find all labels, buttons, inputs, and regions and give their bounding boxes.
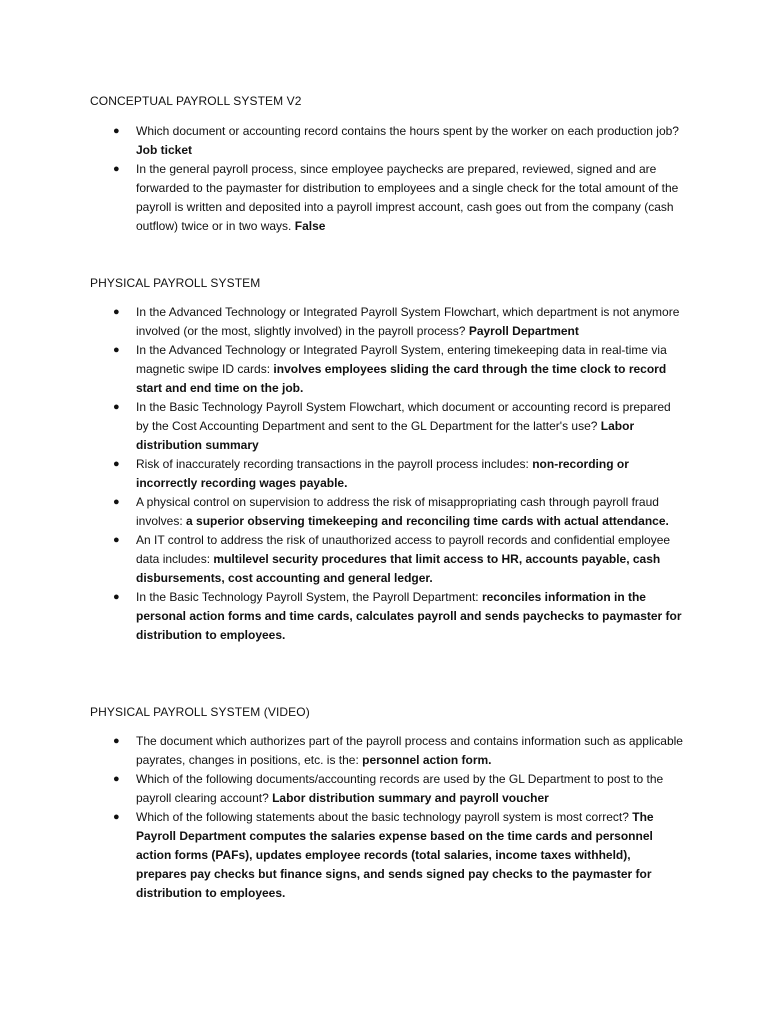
list-item — [113, 398, 683, 455]
question-text: In the Advanced Technology or Integrated Payroll System, entering timekeeping data in real-time via magnetic swipe ID cards: — [136, 343, 667, 376]
answer-text: a superior observing timekeeping and reconciling time cards with actual attendance. — [186, 514, 669, 528]
list-item — [113, 493, 683, 531]
answer-text: Labor distribution summary and payroll voucher — [272, 791, 549, 805]
question-text: In the Advanced Technology or Integrated Payroll System Flowchart, which department is not anymore involved (or the most, slightly involved) in the payroll process? — [136, 305, 680, 338]
bullet-icon: ● — [113, 811, 120, 823]
list-item — [113, 770, 683, 808]
bullet-icon: ● — [113, 306, 120, 318]
answer-text: non-recording or incorrectly recording wages payable. — [136, 457, 629, 490]
question-text: In the Basic Technology Payroll System, the Payroll Department: — [136, 590, 479, 604]
answer-text: Job ticket — [136, 143, 193, 157]
answer-text: involves employees sliding the card through the time clock to record start and end time on the job. — [136, 362, 667, 395]
list-item — [113, 455, 683, 493]
list-item — [113, 732, 683, 770]
question-text: Which document or accounting record contains the hours spent by the worker on each production job? — [136, 124, 679, 138]
bullet-list-physical-video — [113, 732, 683, 903]
answer-text: personnel action form. — [362, 753, 492, 767]
question-text: The document which authorizes part of the payroll process and contains information such as applicable payrates, changes in positions, etc. is the: — [136, 734, 683, 767]
list-item — [113, 808, 683, 903]
question-text: In the Basic Technology Payroll System Flowchart, which document or accounting record is prepared by the Cost Accounting Department and sent to the GL Department for the latter's use? — [136, 400, 671, 433]
bullet-icon: ● — [113, 458, 120, 470]
bullet-list-physical — [113, 303, 683, 645]
bullet-icon: ● — [113, 125, 120, 137]
bullet-icon: ● — [113, 496, 120, 508]
section-heading-physical-payroll-system-video: PHYSICAL PAYROLL SYSTEM (VIDEO) — [90, 705, 310, 719]
answer-text: Payroll Department — [468, 324, 579, 338]
bullet-icon: ● — [113, 773, 120, 785]
list-item — [113, 588, 683, 645]
bullet-icon: ● — [113, 344, 120, 356]
list-item — [113, 531, 683, 588]
list-item — [113, 160, 683, 236]
question-text: Which of the following documents/accounting records are used by the GL Department to post to the payroll clearing account? — [136, 772, 664, 805]
answer-text: multilevel security procedures that limit access to HR, accounts payable, cash disbursements, cost accounting and general ledger. — [136, 552, 661, 585]
question-text: An IT control to address the risk of unauthorized access to payroll records and confidential employee data includes: — [136, 533, 671, 566]
bullet-icon: ● — [113, 163, 120, 175]
list-item — [113, 122, 683, 160]
answer-text: False — [294, 219, 326, 233]
bullet-list-conceptual — [113, 122, 683, 236]
list-item — [113, 303, 683, 341]
list-item — [113, 341, 683, 398]
section-heading-conceptual-payroll-system-v2: CONCEPTUAL PAYROLL SYSTEM V2 — [90, 94, 302, 108]
answer-text: reconciles information in the personal action forms and time cards, calculates payroll and sends paychecks to paymaster for distribution to employees. — [136, 590, 682, 642]
question-text: In the general payroll process, since employee paychecks are prepared, reviewed, signed and are forwarded to the paymaster for distribution to employees and a single check for the total amount of the payroll is written and deposited into a payroll imprest account, cash goes out from the company (cash outflow) twice or in two ways. — [136, 162, 679, 233]
answer-text: The Payroll Department computes the salaries expense based on the time cards and personnel action forms (PAFs), updates employee records (total salaries, income taxes withheld), prepares pay checks but finance signs, and sends signed pay checks to the paymaster for distribution to employees. — [136, 810, 654, 900]
bullet-icon: ● — [113, 534, 120, 546]
bullet-icon: ● — [113, 735, 120, 747]
question-text: Which of the following statements about the basic technology payroll system is most correct? — [136, 810, 629, 824]
bullet-icon: ● — [113, 591, 120, 603]
section-heading-physical-payroll-system: PHYSICAL PAYROLL SYSTEM — [90, 276, 261, 290]
bullet-icon: ● — [113, 401, 120, 413]
question-text: Risk of inaccurately recording transactions in the payroll process includes: — [136, 457, 529, 471]
answer-text: Labor distribution summary — [136, 419, 635, 452]
question-text: A physical control on supervision to address the risk of misappropriating cash through payroll fraud involves: — [136, 495, 659, 528]
